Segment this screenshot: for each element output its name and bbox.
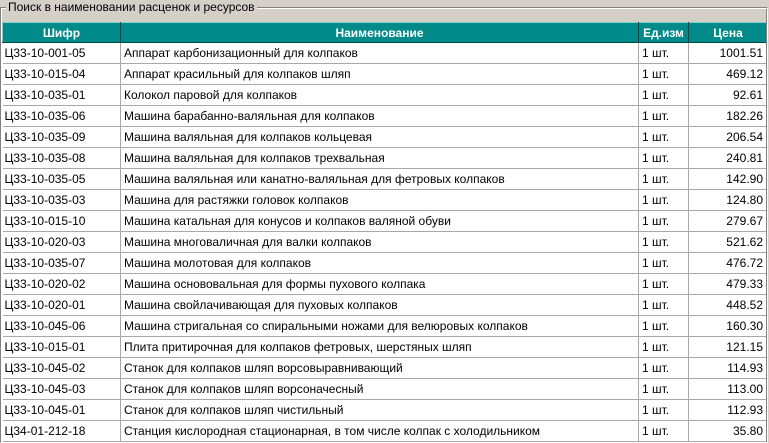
cell-price[interactable]: 182.26 xyxy=(689,106,767,127)
cell-unit[interactable]: 1 шт. xyxy=(639,106,689,127)
cell-name[interactable]: Станок для колпаков шляп ворсоначесный xyxy=(121,379,639,400)
table-row[interactable] xyxy=(3,190,767,211)
cell-name[interactable]: Машина валяльная для колпаков трехвальная xyxy=(121,148,639,169)
results-table xyxy=(2,22,766,442)
cell-name[interactable]: Машина валяльная или канатно-валяльная для фетровых колпаков xyxy=(121,169,639,190)
cell-name[interactable]: Плита притирочная для колпаков фетровых, шерстяных шляп xyxy=(121,337,639,358)
cell-code[interactable]: Ц33-10-001-05 xyxy=(3,43,121,64)
column-header-name[interactable]: Наименование xyxy=(121,23,639,43)
table-row[interactable] xyxy=(3,337,767,358)
cell-name[interactable]: Колокол паровой для колпаков xyxy=(121,85,639,106)
cell-code[interactable]: Ц33-10-045-03 xyxy=(3,379,121,400)
cell-unit[interactable]: 1 шт. xyxy=(639,148,689,169)
cell-unit[interactable]: 1 шт. xyxy=(639,43,689,64)
cell-code[interactable]: Ц33-10-035-07 xyxy=(3,253,121,274)
table-row[interactable] xyxy=(3,211,767,232)
table-row[interactable] xyxy=(3,64,767,85)
cell-code[interactable]: Ц33-10-015-01 xyxy=(3,337,121,358)
table-row[interactable] xyxy=(3,85,767,106)
cell-code[interactable]: Ц33-10-015-10 xyxy=(3,211,121,232)
table-row[interactable] xyxy=(3,106,767,127)
table-row[interactable] xyxy=(3,43,767,64)
cell-unit[interactable]: 1 шт. xyxy=(639,379,689,400)
column-header-unit[interactable]: Ед.изм xyxy=(639,23,689,43)
cell-name[interactable]: Машина для растяжки головок колпаков xyxy=(121,190,639,211)
table-row[interactable] xyxy=(3,295,767,316)
cell-code[interactable]: Ц33-10-035-08 xyxy=(3,148,121,169)
column-header-code[interactable]: Шифр xyxy=(3,23,121,43)
cell-price[interactable]: 279.67 xyxy=(689,211,767,232)
table-row[interactable] xyxy=(3,253,767,274)
cell-price[interactable]: 35.80 xyxy=(689,421,767,442)
cell-unit[interactable]: 1 шт. xyxy=(639,400,689,421)
cell-code[interactable]: Ц33-10-035-09 xyxy=(3,127,121,148)
cell-price[interactable]: 124.80 xyxy=(689,190,767,211)
cell-price[interactable]: 160.30 xyxy=(689,316,767,337)
cell-unit[interactable]: 1 шт. xyxy=(639,127,689,148)
cell-price[interactable]: 92.61 xyxy=(689,85,767,106)
cell-unit[interactable]: 1 шт. xyxy=(639,232,689,253)
cell-unit[interactable]: 1 шт. xyxy=(639,190,689,211)
cell-price[interactable]: 112.93 xyxy=(689,400,767,421)
cell-name[interactable]: Машина валяльная для колпаков кольцевая xyxy=(121,127,639,148)
cell-name[interactable]: Машина стригальная со спиральными ножами для велюровых колпаков xyxy=(121,316,639,337)
table-row[interactable] xyxy=(3,169,767,190)
column-header-price[interactable]: Цена xyxy=(689,23,767,43)
cell-name[interactable]: Машина катальная для конусов и колпаков валяной обуви xyxy=(121,211,639,232)
cell-name[interactable]: Машина основовальная для формы пухового колпака xyxy=(121,274,639,295)
cell-name[interactable]: Машина свойлачивающая для пуховых колпаков xyxy=(121,295,639,316)
header-row xyxy=(3,23,767,43)
cell-name[interactable]: Аппарат красильный для колпаков шляп xyxy=(121,64,639,85)
cell-unit[interactable]: 1 шт. xyxy=(639,211,689,232)
cell-price[interactable]: 142.90 xyxy=(689,169,767,190)
cell-code[interactable]: Ц33-10-020-03 xyxy=(3,232,121,253)
results-grid[interactable] xyxy=(2,22,766,442)
cell-name[interactable]: Машина барабанно-валяльная для колпаков xyxy=(121,106,639,127)
cell-unit[interactable]: 1 шт. xyxy=(639,85,689,106)
table-row[interactable] xyxy=(3,274,767,295)
cell-price[interactable]: 479.33 xyxy=(689,274,767,295)
cell-name[interactable]: Станок для колпаков шляп чистильный xyxy=(121,400,639,421)
cell-unit[interactable]: 1 шт. xyxy=(639,169,689,190)
cell-code[interactable]: Ц33-10-045-01 xyxy=(3,400,121,421)
cell-price[interactable]: 448.52 xyxy=(689,295,767,316)
cell-unit[interactable]: 1 шт. xyxy=(639,274,689,295)
cell-name[interactable]: Станция кислородная стационарная, в том числе колпак с холодильником xyxy=(121,421,639,442)
table-row[interactable] xyxy=(3,127,767,148)
cell-price[interactable]: 1001.51 xyxy=(689,43,767,64)
cell-name[interactable]: Аппарат карбонизационный для колпаков xyxy=(121,43,639,64)
cell-code[interactable]: Ц33-10-020-01 xyxy=(3,295,121,316)
cell-name[interactable]: Станок для колпаков шляп ворсовыравнивающий xyxy=(121,358,639,379)
cell-price[interactable]: 240.81 xyxy=(689,148,767,169)
cell-code[interactable]: Ц33-10-015-04 xyxy=(3,64,121,85)
cell-code[interactable]: Ц33-10-035-03 xyxy=(3,190,121,211)
cell-unit[interactable]: 1 шт. xyxy=(639,316,689,337)
cell-name[interactable]: Машина молотовая для колпаков xyxy=(121,253,639,274)
cell-price[interactable]: 476.72 xyxy=(689,253,767,274)
cell-unit[interactable]: 1 шт. xyxy=(639,295,689,316)
table-row[interactable] xyxy=(3,400,767,421)
group-title: Поиск в наименовании расценок и ресурсов xyxy=(8,0,255,14)
cell-price[interactable]: 114.93 xyxy=(689,358,767,379)
table-body xyxy=(3,43,767,442)
table-row[interactable] xyxy=(3,316,767,337)
table-row[interactable] xyxy=(3,148,767,169)
cell-code[interactable]: Ц33-10-020-02 xyxy=(3,274,121,295)
cell-code[interactable]: Ц33-10-035-06 xyxy=(3,106,121,127)
table-row[interactable] xyxy=(3,421,767,442)
cell-price[interactable]: 113.00 xyxy=(689,379,767,400)
table-row[interactable] xyxy=(3,232,767,253)
cell-unit[interactable]: 1 шт. xyxy=(639,64,689,85)
cell-code[interactable]: Ц33-10-045-02 xyxy=(3,358,121,379)
cell-price[interactable]: 121.15 xyxy=(689,337,767,358)
cell-code[interactable]: Ц33-10-035-05 xyxy=(3,169,121,190)
cell-code[interactable]: Ц34-01-212-18 xyxy=(3,421,121,442)
cell-code[interactable]: Ц33-10-045-06 xyxy=(3,316,121,337)
cell-unit[interactable]: 1 шт. xyxy=(639,337,689,358)
cell-price[interactable]: 469.12 xyxy=(689,64,767,85)
cell-price[interactable]: 521.62 xyxy=(689,232,767,253)
cell-code[interactable]: Ц33-10-035-01 xyxy=(3,85,121,106)
cell-unit[interactable]: 1 шт. xyxy=(639,421,689,442)
table-row[interactable] xyxy=(3,379,767,400)
cell-unit[interactable]: 1 шт. xyxy=(639,253,689,274)
cell-price[interactable]: 206.54 xyxy=(689,127,767,148)
cell-name[interactable]: Машина многоваличная для валки колпаков xyxy=(121,232,639,253)
cell-unit[interactable]: 1 шт. xyxy=(639,358,689,379)
table-row[interactable] xyxy=(3,358,767,379)
